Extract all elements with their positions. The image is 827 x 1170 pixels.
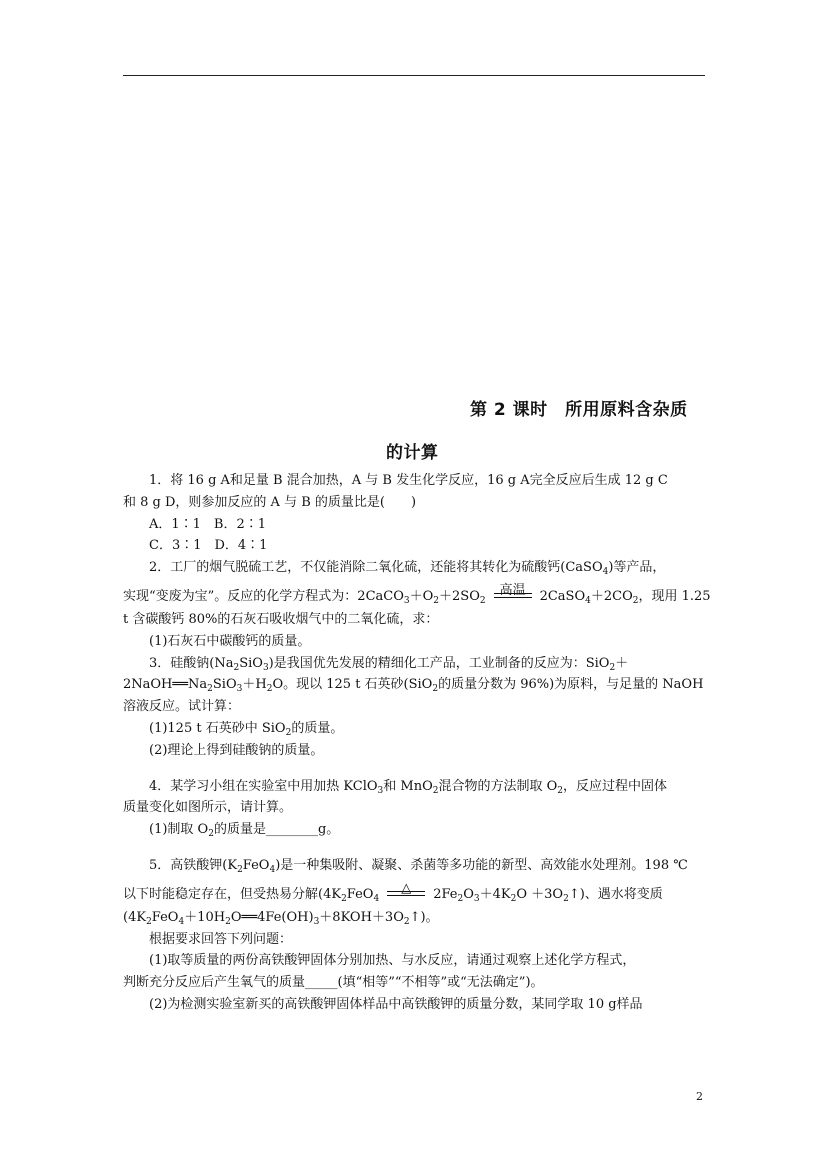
reaction-condition-heat: △ bbox=[387, 887, 425, 901]
q5-sub1-line1: (1)取等质量的两份高铁酸钾固体分别加热、与水反应，请通过观察上述化学方程式， bbox=[149, 953, 636, 969]
q2-line3: t 含碳酸钙 80%的石灰石吸收烟气中的二氧化硫，求： bbox=[123, 611, 439, 627]
q2-line1: 2．工厂的烟气脱硫工艺，不仅能消除二氧化硫，还能将其转化为硫酸钙(CaSO$_4$)等产品， bbox=[149, 560, 666, 578]
q3-line2: $2NaOH══Na_2SiO_3+H_2O$。现以 125 t 石英砂(SiO$_2$的质量分数为 96%)为原料，与足量的 NaOH bbox=[123, 677, 704, 695]
reaction-condition-high-temp: 高温 bbox=[494, 589, 532, 603]
q1-options-ab: A．1∶1 B．2∶1 bbox=[149, 516, 267, 532]
q3-line3: 溶液反应。试计算： bbox=[123, 699, 241, 715]
q5-line3: $(4K_2FeO_4+10H_2O══4Fe(OH)_3+8KOH+3O_2↑)$。 bbox=[123, 909, 439, 927]
q1-line1: 1．将 16 g A和足量 B 混合加热，A 与 B 发生化学反应，16 g A完全反应后生成 12 g C bbox=[149, 473, 668, 488]
page-number: 2 bbox=[696, 1090, 703, 1103]
q5-sub1-line2: 判断充分反应后产生氧气的质量_____(填“相等”“不相等”或“无法确定”)。 bbox=[123, 975, 544, 991]
q2-equation-line: 实现“变废为宝”。反应的化学方程式为：$2CaCO_3+O_2+2SO_2$ 高温 $2CaSO_4+2CO_2$，现用 1.25 bbox=[123, 583, 711, 606]
lesson-title-continued: 的计算 bbox=[386, 443, 439, 463]
q1-options-cd: C．3∶1 D．4∶1 bbox=[149, 538, 268, 554]
q4-line2: 质量变化如图所示，请计算。 bbox=[123, 800, 293, 816]
document-body bbox=[123, 470, 711, 1016]
q5-line4: 根据要求回答下列问题： bbox=[149, 931, 293, 947]
q5-equation-line: 以下时能稳定存在，但受热易分解($4K_2FeO_4$ △ $2Fe_2O_3+4K_2O$ $+3O_2↑$)、遇水将变质 bbox=[123, 881, 663, 904]
q3-sub2: (2)理论上得到硅酸钠的质量。 bbox=[149, 742, 324, 758]
header-rule bbox=[123, 75, 705, 76]
lesson-title: 第 2 课时 所用原料含杂质 bbox=[470, 400, 688, 420]
q2-sub1: (1)石灰石中碳酸钙的质量。 bbox=[149, 633, 311, 649]
q3-sub1: (1)125 t 石英砂中 SiO$_2$的质量。 bbox=[149, 720, 344, 738]
q5-sub2-line1: (2)为检测实验室新买的高铁酸钾固体样品中高铁酸钾的质量分数，某同学取 10 g样品 bbox=[149, 996, 643, 1012]
q1-line2: 和 8 g D，则参加反应的 A 与 B 的质量比是( ) bbox=[123, 494, 417, 510]
q3-line1: 3．硅酸钠$(Na_2SiO_3)$是我国优先发展的精细化工产品，工业制备的反应为：SiO$_2$＋ bbox=[149, 655, 629, 673]
q4-line1: 4．某学习小组在实验室中用加热 KClO$_3$和 MnO$_2$混合物的方法制取 $O_2$，反应过程中固体 bbox=[149, 778, 668, 796]
q5-line1: 5．高铁酸钾$(K_2FeO_4)$是一种集吸附、凝聚、杀菌等多功能的新型、高效能水处理剂。198 ℃ bbox=[149, 857, 688, 875]
q4-sub1: (1)制取 $O_2$的质量是________g。 bbox=[149, 822, 340, 840]
